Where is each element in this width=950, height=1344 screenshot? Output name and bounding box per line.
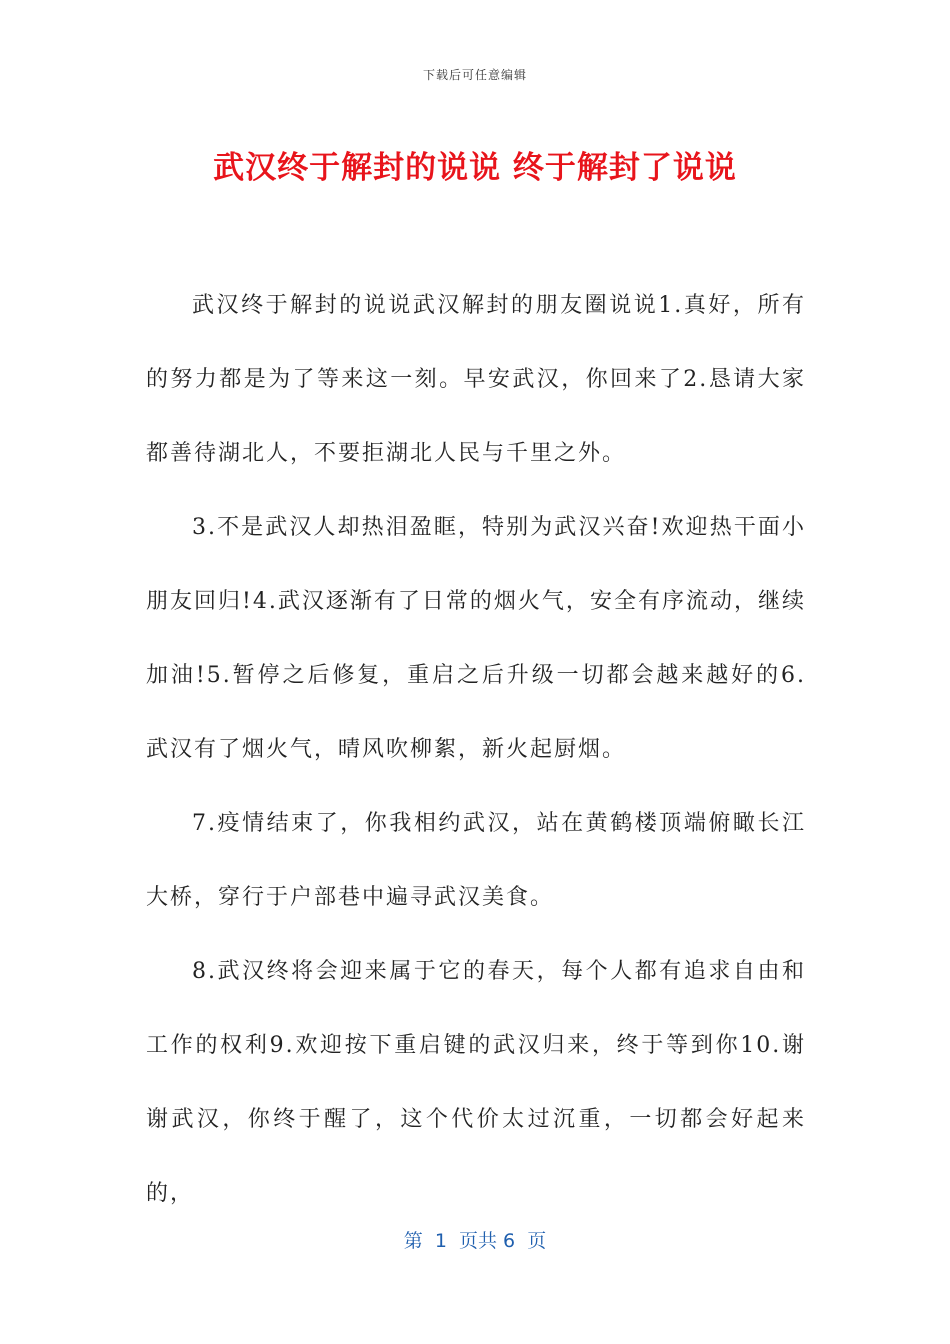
document-body [146,269,806,1231]
document-title: 武汉终于解封的说说 终于解封了说说 [213,150,737,186]
paragraph: 武汉终于解封的说说武汉解封的朋友圈说说1.真好，所有的努力都是为了等来这一刻。早安武汉，你回来了2.恳请大家都善待湖北人，不要拒湖北人民与千里之外。 [146,293,806,466]
paragraph: 3.不是武汉人却热泪盈眶，特别为武汉兴奋!欢迎热干面小朋友回归!4.武汉逐渐有了日常的烟火气，安全有序流动，继续加油!5.暂停之后修复，重启之后升级一切都会越来越好的6.武汉有了烟火气，晴风吹柳絮，新火起厨烟。 [146,515,806,762]
page-number-footer: 第 1 页共 6 页 [403,1230,547,1252]
paragraph: 7.疫情结束了，你我相约武汉，站在黄鹤楼顶端俯瞰长江大桥，穿行于户部巷中遍寻武汉美食。 [146,811,806,910]
header-note: 下载后可任意编辑 [422,68,527,82]
paragraph: 8.武汉终将会迎来属于它的春天，每个人都有追求自由和工作的权利9.欢迎按下重启键的武汉归来，终于等到你10.谢谢武汉，你终于醒了，这个代价太过沉重，一切都会好起来的， [146,959,806,1206]
